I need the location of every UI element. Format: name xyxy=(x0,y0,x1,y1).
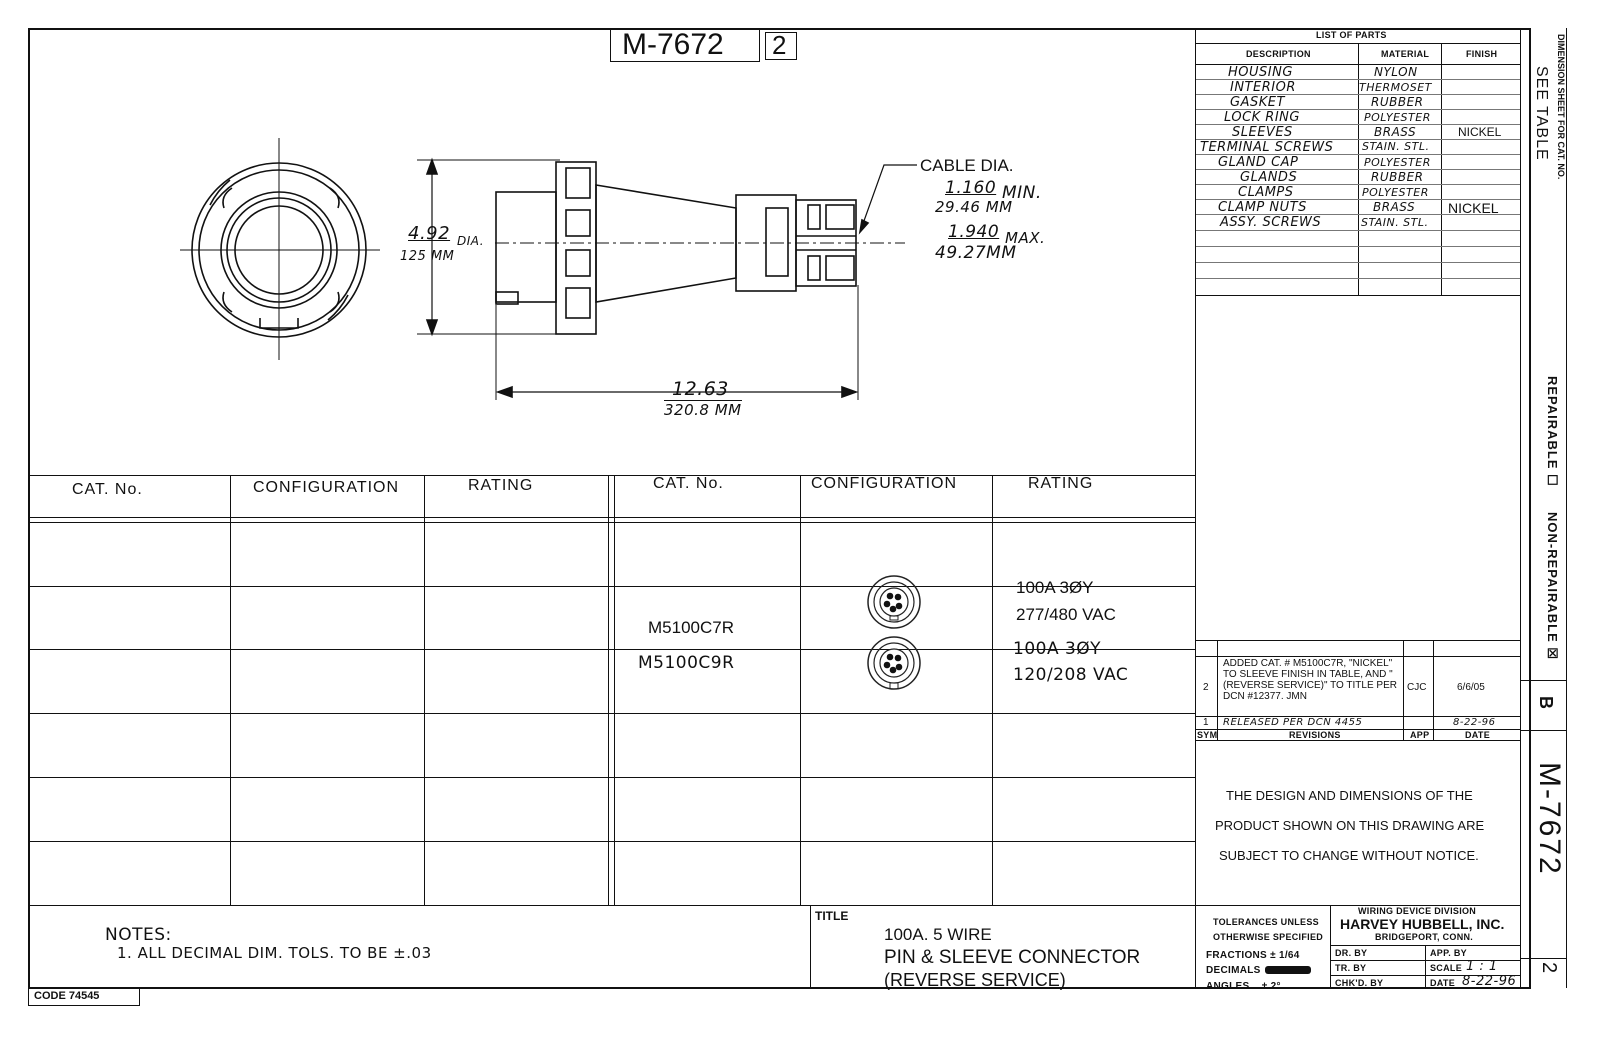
dia-label: DIA. xyxy=(457,234,485,248)
rating-volts: 120/208 VAC xyxy=(1013,665,1129,685)
part-finish: NICKEL xyxy=(1448,200,1499,216)
part-material: BRASS xyxy=(1373,200,1416,214)
header-cat-no-right: CAT. No. xyxy=(653,475,724,492)
notice-line: PRODUCT SHOWN ON THIS DRAWING ARE xyxy=(1215,818,1485,833)
title-line: 100A. 5 WIRE xyxy=(884,925,992,944)
notes-item: 1. ALL DECIMAL DIM. TOLS. TO BE ±.03 xyxy=(117,944,432,962)
part-material: BRASS xyxy=(1374,125,1417,139)
dia-inch: 4.92 xyxy=(408,223,451,244)
catalog-table xyxy=(28,475,1195,905)
part-desc: GASKET xyxy=(1230,95,1285,110)
cable-min-inch: 1.160 xyxy=(945,178,997,198)
parts-list-title: LIST OF PARTS xyxy=(1316,30,1387,40)
revisions-header-date: DATE xyxy=(1465,730,1491,740)
part-material: NYLON xyxy=(1374,65,1418,79)
revision-text: RELEASED PER DCN 4455 xyxy=(1223,717,1363,728)
part-material: STAIN. STL. xyxy=(1361,216,1429,229)
length-inch: 12.63 xyxy=(672,378,729,400)
title-line: PIN & SLEEVE CONNECTOR xyxy=(884,947,1141,968)
revision-date: 8-22-96 xyxy=(1453,717,1496,728)
company-name: HARVEY HUBBELL, INC. xyxy=(1340,916,1505,932)
company-city: BRIDGEPORT, CONN. xyxy=(1375,932,1474,942)
non-repairable-label: NON-REPAIRABLE ☒ xyxy=(1545,512,1560,661)
part-material: STAIN. STL. xyxy=(1362,140,1430,153)
cable-max-label: MAX. xyxy=(1005,229,1046,247)
cable-dia-label: CABLE DIA. xyxy=(920,156,1014,175)
revisions-block xyxy=(1195,640,1520,740)
scale-label: SCALE xyxy=(1430,963,1463,973)
rating-volts: 277/480 VAC xyxy=(1016,605,1116,624)
code-label: CODE 74545 xyxy=(34,990,100,1002)
part-finish: NICKEL xyxy=(1458,125,1502,139)
header-cat-no-left: CAT. No. xyxy=(72,481,143,498)
tolerance-fractions: FRACTIONS ± 1/64 xyxy=(1206,950,1300,961)
revision-sym: 1 xyxy=(1203,717,1209,728)
tolerance-line: TOLERANCES UNLESS xyxy=(1213,917,1319,927)
title-line: (REVERSE SERVICE) xyxy=(884,970,1066,990)
header-rating-right: RATING xyxy=(1028,475,1094,492)
date-label: DATE xyxy=(1430,978,1456,988)
see-table-label: SEE TABLE xyxy=(1533,66,1550,161)
part-desc: INTERIOR xyxy=(1230,80,1296,95)
cable-min-label: MIN. xyxy=(1002,183,1042,203)
drawing-number-top: M-7672 xyxy=(622,28,724,61)
revisions-header-app: APP xyxy=(1410,730,1430,740)
configuration-icon xyxy=(866,574,922,630)
dr-by-label: DR. BY xyxy=(1335,948,1368,958)
repairable-label: REPAIRABLE ☐ xyxy=(1545,376,1560,487)
parts-list xyxy=(1195,28,1521,296)
part-material: POLYESTER xyxy=(1364,156,1431,169)
part-desc: LOCK RING xyxy=(1224,110,1300,125)
chkd-by-label: CHK'D. BY xyxy=(1335,978,1384,988)
part-desc: CLAMP NUTS xyxy=(1218,200,1307,215)
part-desc: ASSY. SCREWS xyxy=(1220,215,1322,230)
side-view xyxy=(496,162,856,334)
revision-text: ADDED CAT. # M5100C7R, "NICKEL" TO SLEEVE FINISH IN TABLE, AND "(REVERSE SERVICE)" TO TITLE PER DCN #12377. JMN xyxy=(1223,658,1397,702)
dimension-sheet-label: DIMENSION SHEET FOR CAT. NO. xyxy=(1556,34,1566,180)
revision-date: 6/6/05 xyxy=(1457,682,1485,693)
notice-line: SUBJECT TO CHANGE WITHOUT NOTICE. xyxy=(1219,848,1479,863)
notes-label: NOTES: xyxy=(105,925,172,945)
rev-letter: B xyxy=(1536,696,1556,709)
part-material: THERMOSET xyxy=(1359,81,1432,94)
part-desc: TERMINAL SCREWS xyxy=(1200,140,1334,155)
revisions-header-sym: SYM xyxy=(1197,730,1218,740)
app-by-label: APP. BY xyxy=(1430,948,1467,958)
part-desc: HOUSING xyxy=(1228,65,1293,80)
cat-number: M5100C9R xyxy=(638,653,735,673)
part-desc: GLAND CAP xyxy=(1218,155,1299,170)
redaction-bar xyxy=(1265,966,1311,974)
rating-amps: 100A 3ØY xyxy=(1016,578,1094,597)
length-mm: 320.8 MM xyxy=(664,401,742,419)
cable-max-mm: 49.27MM xyxy=(935,243,1017,263)
side-sheet-number: 2 xyxy=(1538,962,1560,974)
cat-number: M5100C7R xyxy=(648,618,734,637)
revisions-header-revisions: REVISIONS xyxy=(1289,730,1341,740)
tolerance-angles: ANGLES ± 2° xyxy=(1206,981,1281,992)
side-drawing-number: M-7672 xyxy=(1533,762,1566,876)
parts-header-description: DESCRIPTION xyxy=(1246,49,1311,59)
company-division: WIRING DEVICE DIVISION xyxy=(1358,906,1477,916)
part-desc: CLAMPS xyxy=(1238,185,1294,200)
date-value: 8-22-96 xyxy=(1462,974,1517,989)
part-material: POLYESTER xyxy=(1362,186,1429,199)
title-label: TITLE xyxy=(815,909,849,923)
part-material: RUBBER xyxy=(1371,95,1424,109)
part-desc: SLEEVES xyxy=(1232,125,1293,140)
parts-header-material: MATERIAL xyxy=(1381,49,1430,59)
cable-max-inch: 1.940 xyxy=(948,222,1000,242)
tolerance-decimals: DECIMALS xyxy=(1206,965,1261,976)
tr-by-label: TR. BY xyxy=(1335,963,1367,973)
tolerance-line: OTHERWISE SPECIFIED xyxy=(1213,932,1324,942)
notice-line: THE DESIGN AND DIMENSIONS OF THE xyxy=(1226,788,1473,803)
rating-amps: 100A 3ØY xyxy=(1013,639,1102,659)
part-desc: GLANDS xyxy=(1240,170,1298,185)
part-material: POLYESTER xyxy=(1364,111,1431,124)
sheet-number-top: 2 xyxy=(772,30,787,60)
revision-sym: 2 xyxy=(1203,682,1209,693)
revision-app: CJC xyxy=(1407,682,1427,693)
header-configuration-left: CONFIGURATION xyxy=(253,479,400,496)
cable-min-mm: 29.46 MM xyxy=(935,198,1013,216)
part-material: RUBBER xyxy=(1371,170,1424,184)
header-rating-left: RATING xyxy=(468,477,534,494)
header-configuration-right: CONFIGURATION xyxy=(811,475,958,492)
scale-value: 1 : 1 xyxy=(1466,959,1498,974)
parts-header-finish: FINISH xyxy=(1466,49,1498,59)
configuration-icon xyxy=(866,635,922,693)
dia-mm: 125 MM xyxy=(400,249,455,264)
